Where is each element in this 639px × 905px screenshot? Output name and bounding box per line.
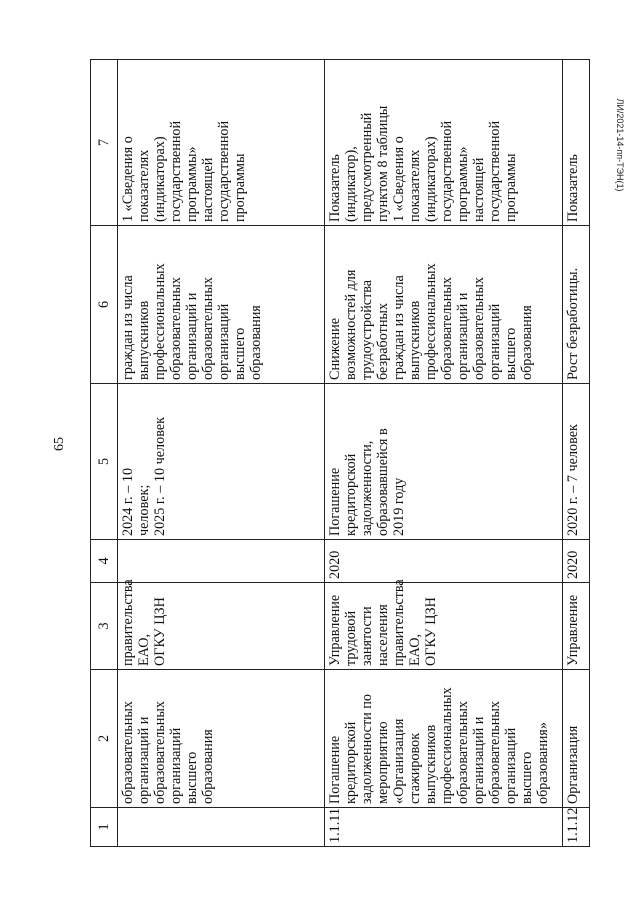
table-cell-indicator: Показатель <box>562 60 589 226</box>
column-header: 5 <box>91 384 118 540</box>
table-cell-activity: образовательных организаций и образовательных организаций высшего образования <box>118 670 325 808</box>
table-cell-consequence: граждан из числа выпускников профессиональных образовательных организаций и образовательных организаций высшего образования <box>118 226 325 384</box>
table-cell-executor: Управление трудовой занятости населения правительства ЕАО, ОГКУ ЦЗН <box>325 583 563 670</box>
table-row <box>562 60 589 847</box>
table-row <box>325 60 563 847</box>
table-cell-number <box>118 808 325 847</box>
table-cell-number: 1.1.11 <box>325 808 563 847</box>
column-header: 1 <box>91 808 118 847</box>
table-cell-activity: Погашение кредиторской задолженности по мероприятию «Организация стажировок выпускников профессиональных образовательных организаций и образовательных организаций высшего образования» <box>325 670 563 808</box>
table-cell-result: 2024 г. – 10 человек; 2025 г. – 10 человек <box>118 384 325 540</box>
column-header: 6 <box>91 226 118 384</box>
table-cell-result: 2020 г. – 7 человек <box>562 384 589 540</box>
column-header: 4 <box>91 540 118 583</box>
table-cell-number: 1.1.12 <box>562 808 589 847</box>
table-cell-result: Погашение кредиторской задолженности, образовавшейся в 2019 году <box>325 384 563 540</box>
column-header: 7 <box>91 60 118 226</box>
table-cell-activity: Организация <box>562 670 589 808</box>
column-header: 2 <box>91 670 118 808</box>
page-number: 65 <box>52 437 67 451</box>
document-code: ЛИ/2021-14-пп-ТЭН(1) <box>615 98 625 192</box>
table-cell-executor: Управление <box>562 583 589 670</box>
table-cell-year: 2020 <box>325 540 563 583</box>
program-table <box>90 59 590 847</box>
table-cell-consequence: Снижение возможностей для трудоустройства безработных граждан из числа выпускников профессиональных образовательных организаций и образовательных организаций высшего образования <box>325 226 563 384</box>
column-header: 3 <box>91 583 118 670</box>
table-cell-executor: правительства ЕАО, ОГКУ ЦЗН <box>118 583 325 670</box>
table-cell-indicator: Показатель (индикатор), предусмотренный пунктом 8 таблицы 1 «Сведения о показателях (индикаторах) государственной программы» настоящей государственной программы <box>325 60 563 226</box>
table-container <box>90 60 590 847</box>
table-row <box>118 60 325 847</box>
table-cell-year: 2020 <box>562 540 589 583</box>
table-cell-consequence: Рост безработицы. <box>562 226 589 384</box>
header-row <box>91 60 118 847</box>
table-cell-year <box>118 540 325 583</box>
table-cell-indicator: 1 «Сведения о показателях (индикаторах) государственной программы» настоящей государственной программы <box>118 60 325 226</box>
rotated-table-frame <box>90 60 590 847</box>
